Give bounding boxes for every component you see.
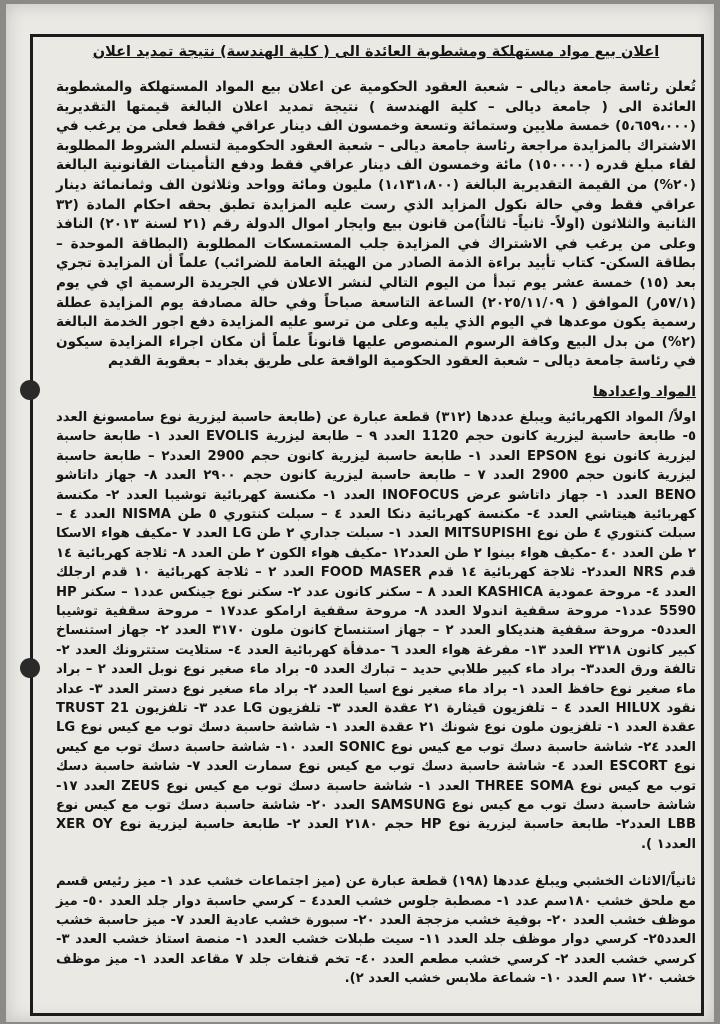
document-page <box>6 4 714 1022</box>
binder-hole-lower <box>20 658 40 678</box>
binder-hole-upper <box>20 380 40 400</box>
materials-heading: المواد واعدادها <box>592 383 696 400</box>
document-content <box>56 44 696 989</box>
wooden-furniture-list: ثانياً/الاثاث الخشبي ويبلغ عددها (١٩٨) قطعة عبارة عن (ميز اجتماعات خشب عدد ١- ميز رئيس قسم مع ملحق خشب ١٨٠سم عدد ١- مصطبة جلوس خشب العدد٤ – كرسي حاسبة دوار جلد العدد ٥٠- ميز موظف خشب العدد ٢٠- بوفية خشب مزججة العدد ٢٠- سبورة خشب عادية العدد ٧- ميز حاسبة خشب العدد٢٥- كرسي دوار موظف جلد العدد ١١- سيت طبلات خشب العدد ١- منصة استاذ خشب العدد ٣- كرسي خشب العدد ٢- كرسي خشب مطعم العدد ٤٠- تخم قنفات جلد ٧ مقاعد العدد ١- ميز موظف خشب ١٢٠ سم العدد ١٠- شماعة ملابس خشب العدد ٢). <box>56 874 696 987</box>
announcement-body: تُعلن رئاسة جامعة ديالى – شعبة العقود الحكومية عن اعلان بيع المواد المستهلكة والمشطوبة العائدة الى ( جامعة ديالى – كلية الهندسة ) نتيجة تمديد اعلان البالغة قيمتها التقديرية (٥،٦٥٩،٠٠٠) خمسة ملايين وستمائة وتسعة وخمسون الف دينار عراقي فقط فعلى من يرغب في الاشتراك بالمزايدة مراجعة رئاسة جامعة ديالى – شعبة العقود الحكومية لتسلم الشروط المطلوبة لقاء مبلغ قدره (١٥٠٠٠٠) مائة وخمسون الف دينار عراقي فقط ودفع التأمينات القانونية البالغة (٢٠%) من القيمة التقديرية البالغة (١،١٣١،٨٠٠) مليون ومائة وواحد وثلاثون الف وثمانمائة دينار عراقي فقط وفي حالة نكول المزايد الذي رست عليه المزايدة تطبق بحقه احكام المادة (٣٢ الثانية والثلاثون (اولاً- ثانياً- ثالثاً)من قانون بيع وايجار اموال الدولة رقم (٢١ لسنة ٢٠١٣) النافذ وعلى من يرغب في الاشتراك في المزايدة جلب المستمسكات المطلوبة (البطاقة الموحدة – بطاقة السكن- كتاب تأييد براءة الذمة الصادر من الهيئة العامة للضرائب) علماً أن المزايدة تجري بعد (١٥) خمسة عشر يوم تبدأ من اليوم التالي لنشر الاعلان في الجريدة الرسمية اي في يوم (٥٧/١ر) الموافق ( ٢٠٢٥/١١/٠٩) الساعة التاسعة صباحاً وفي حالة مصادفة يوم المزايدة عطلة رسمية يكون موعدها في اليوم الذي يليه وعلى من ترسو عليه المزايدة دفع اجور الخدمة البالغة (٢%) من بدل البيع وكافة الرسوم المنصوص عليها قانوناً علماً أن مكان اجراء المزايدة سيكون في رئاسة جامعة ديالى – شعبة العقود الحكومية الواقعة على طريق بغداد – بعقوبة القديم <box>56 79 697 370</box>
announcement-title: اعلان بيع مواد مستهلكة ومشطوبة العائدة الى ( كلية الهندسة) نتيجة تمديد اعلان <box>92 44 660 60</box>
electrical-items-list: اولاً/ المواد الكهربائية ويبلغ عددها (٣١٢) قطعة عبارة عن (طابعة حاسبة ليزرية نوع سامسونغ العدد ٥- طابعة حاسبة ليزرية كانون حجم 1120 العدد ٩ – طابعة ليزرية EVOLIS العدد ١- طابعة حاسبة ليزرية كانون نوع EPSON العدد ١- طابعة حاسبة ليزرية كانون حجم 2900 العدد٢ – طابعة حاسبة ليزرية كانون حجم 2900 العدد ٧ – طابعة حاسبة ليزرية كانون حجم ٢٩٠٠ العدد ٨- جهاز داتاشو BENO العدد ١- جهاز داتاشو عرض INOFOCUS العدد ١- مكنسة كهربائية توشيبا العدد ٢- مكنسة كهربائية هيتاشي العدد ٤- مكنسة كهربائية دنكا العدد ٤ – سبلت كنتوري ٥ طن NISMA العدد ٤ – سبلت كنتوري ٤ طن نوع MITSUPISHI العدد ١- سبلت جداري ٢ طن LG العدد ٧ -مكيف هواء الاسكا ٢ طن العدد ٤٠ -مكيف هواء بينوا ٢ طن العدد١٢ -مكيف هواء الكون ٢ طن العدد ٨- ثلاجة كهربائية ١٤ قدم NRS العدد٢- ثلاجة كهربائية ١٤ قدم FOOD MASER العدد ٢ – ثلاجة كهربائية ١٠ قدم ارجلك العدد ٤- مروحة عمودية KASHICA العدد ٨ – سكنر كانون عدد ٢- سكنر نوع جينكس عدد١ – سكنر HP 5590 عدد١- مروحة سقفية اندولا العدد ٨- مروحة سقفية ارامكو عدد١٧ – مروحة سقفية توشيبا العدد٥- مروحة سقفية هنديكاو العدد ٢ – جهاز استنساخ كانون ملون ٣١٧٠ العدد ٢- جهاز استنساخ كبير كانون ٢٣١٨ العدد ١٣- مفرغة هواء العدد ٦ -مدفأة كهربائية العدد ٤- ستلايت ستترونك العدد ٢- تالفة ورق العدد٣- براد ماء كبير طلابي حديد – تبارك العدد ٥- براد ماء صغير نوع نوبل العدد ٢ – براد ماء صغير نوع حافظ العدد ١- براد ماء صغير نوع اسيا العدد ٢- براد ماء صغير نوع دستر العدد ٣- عداد نقود HILUX العدد ٤ – تلفزيون قيثارة ٢١ عقدة العدد ٣- تلفزيون LG عدد ٣- تلفزيون TRUST 21 عقدة العدد ١- تلفزيون ملون نوع شونك ٢١ عقدة العدد ١- شاشة حاسبة دسك توب مع كيس نوع LG العدد ٢٤- شاشة حاسبة دسك توب مع كيس نوع SONIC العدد ١٠- شاشة حاسبة دسك توب مع كيس نوع ESCORT العدد ٤- شاشة حاسبة دسك توب مع كيس نوع سمارت العدد ٧- شاشة حاسبة دسك توب مع كيس نوع THREE SOMA العدد ١- شاشة حاسبة دسك توب مع كيس نوع ZEUS العدد ١٧- شاشة حاسبة دسك توب مع كيس نوع SAMSUNG العدد ٢٠- شاشة حاسبة دسك توب مع كيس نوع LBB العدد٢- طابعة حاسبة ليزرية نوع HP حجم ٢١٨٠ العدد ٢- طابعة حاسبة ليزرية نوع XER OY العدد١ ). <box>56 409 697 852</box>
